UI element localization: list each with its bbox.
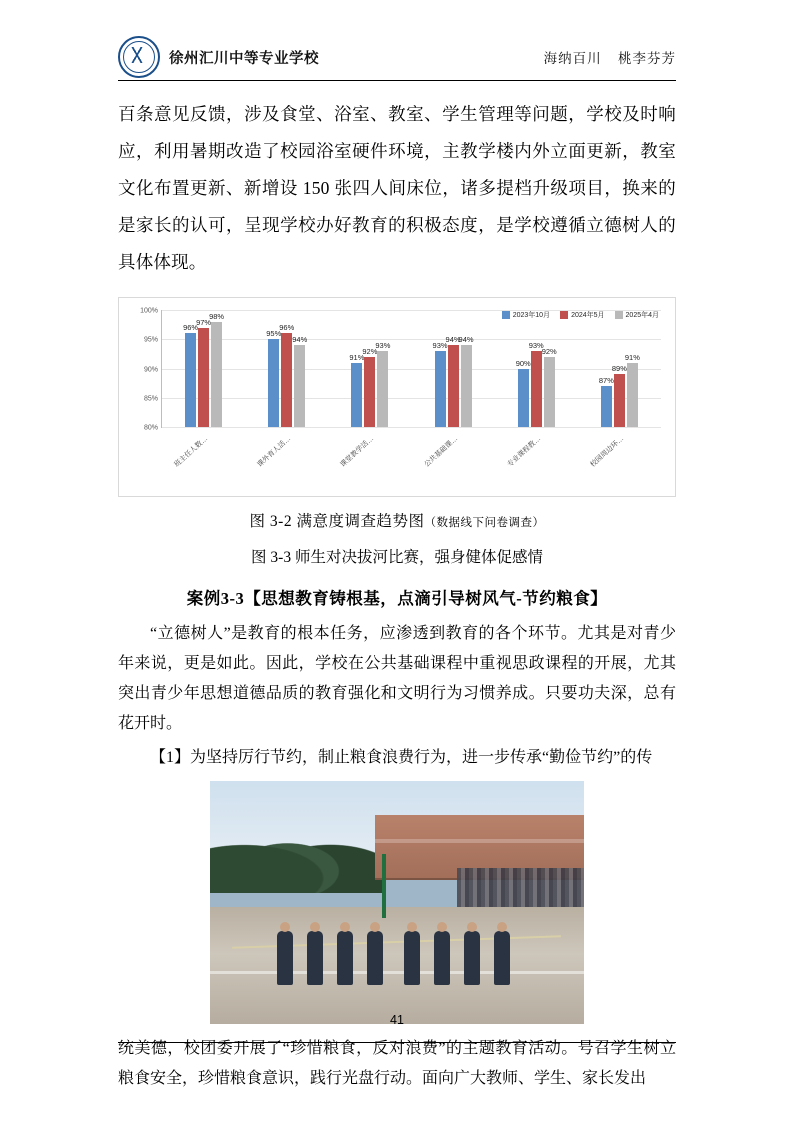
header-brand bbox=[118, 36, 319, 78]
footer-divider bbox=[118, 1042, 676, 1043]
bar-label-5-0: 87% bbox=[598, 376, 614, 386]
bar-label-3-0: 93% bbox=[432, 340, 448, 350]
motto-right: 桃李芬芳 bbox=[618, 51, 676, 66]
photo-flagpole bbox=[382, 854, 386, 918]
figure-3-2-caption bbox=[118, 509, 676, 531]
bar-label-0-0: 96% bbox=[183, 323, 199, 333]
bar-label-5-1: 89% bbox=[611, 364, 627, 374]
header-motto bbox=[532, 47, 676, 67]
figure-3-3-caption: 图 3-3 师生对决拔河比赛，强身健体促感情 bbox=[251, 549, 543, 566]
x-label-4: 专业课程教… bbox=[506, 435, 543, 469]
x-label-5: 校园周边环… bbox=[589, 435, 626, 469]
school-emblem-icon bbox=[118, 36, 160, 78]
bar-group-3 bbox=[416, 310, 491, 427]
bar-label-4-1: 93% bbox=[528, 340, 544, 350]
legend-label-1: 2024年5月 bbox=[571, 312, 605, 319]
bar-label-4-0: 90% bbox=[515, 358, 531, 368]
case-title: 案例3-3【思想教育铸根基，点滴引导树风气-节约粮食】 bbox=[186, 589, 608, 608]
page-number: 41 bbox=[390, 1013, 404, 1027]
bar-label-0-1: 97% bbox=[196, 317, 212, 327]
bar-label-4-2: 92% bbox=[541, 346, 557, 356]
bar-4-0 bbox=[515, 358, 531, 428]
bar-label-3-1: 94% bbox=[445, 335, 461, 345]
bar-group-1 bbox=[249, 310, 324, 427]
figure-3-2-caption-note: （数据线下问卷调查） bbox=[424, 517, 545, 529]
bar-label-2-2: 93% bbox=[375, 340, 391, 350]
bar-0-2 bbox=[209, 311, 225, 427]
bar-2-2 bbox=[375, 340, 391, 427]
header-divider bbox=[118, 80, 676, 81]
y-tick-80: 80% bbox=[143, 424, 158, 432]
chart-x-axis-labels bbox=[161, 430, 661, 488]
tug-of-war-photo bbox=[210, 781, 584, 1024]
photo-ground bbox=[210, 907, 584, 1024]
bar-4-2 bbox=[541, 346, 557, 427]
bar-group-4 bbox=[499, 310, 574, 427]
photo-person bbox=[434, 931, 450, 985]
y-tick-90: 90% bbox=[143, 366, 158, 373]
x-label-0: 班主任人数… bbox=[172, 435, 209, 469]
legend-label-2: 2025年4月 bbox=[625, 312, 659, 319]
bar-5-1 bbox=[611, 364, 627, 427]
bar-label-5-2: 91% bbox=[624, 352, 640, 362]
legend-label-0: 2023年10月 bbox=[512, 312, 551, 319]
bar-label-1-0: 95% bbox=[266, 329, 282, 339]
x-label-2: 课堂教学活… bbox=[339, 435, 376, 469]
satisfaction-bar-chart bbox=[118, 297, 676, 497]
photo-person bbox=[404, 931, 420, 985]
bar-label-1-1: 96% bbox=[279, 323, 295, 333]
bar-0-1 bbox=[196, 317, 212, 427]
bar-2-0 bbox=[349, 352, 365, 427]
bar-5-2 bbox=[624, 352, 640, 427]
bar-group-2 bbox=[332, 310, 407, 427]
bar-label-2-1: 92% bbox=[362, 346, 378, 356]
photo-trees bbox=[210, 820, 382, 893]
photo-person bbox=[367, 931, 383, 985]
y-tick-100: 100% bbox=[140, 307, 158, 315]
motto-left: 海纳百川 bbox=[543, 51, 602, 66]
bar-1-1 bbox=[279, 323, 295, 427]
case-paragraph-2: 【1】为坚持厉行节约，制止粮食浪费行为，进一步传承“勤俭节约”的传 bbox=[150, 749, 653, 766]
page-header bbox=[118, 36, 676, 78]
page-content bbox=[118, 96, 676, 1110]
figure-3-2-caption-main: 图 3-2 满意度调查趋势图 bbox=[249, 513, 425, 530]
school-name: 徐州汇川中等专业学校 bbox=[169, 50, 319, 67]
bar-5-0 bbox=[598, 376, 614, 427]
bar-label-1-2: 94% bbox=[292, 335, 308, 345]
bar-group-5 bbox=[582, 310, 657, 427]
chart-plot-area bbox=[140, 307, 661, 432]
x-label-3: 公共基础课… bbox=[422, 435, 459, 469]
bar-label-3-2: 94% bbox=[458, 335, 474, 345]
bar-label-2-0: 91% bbox=[349, 352, 365, 362]
bar-1-2 bbox=[292, 335, 308, 427]
bar-2-1 bbox=[362, 346, 378, 427]
y-tick-85: 85% bbox=[143, 395, 158, 403]
case-paragraph-3: 统美德，校团委开展了“珍惜粮食，反对浪费”的主题教育活动。号召学生树立粮食安全，珍惜粮食意识，践行光盘行动。面向广大教师、学生、家长发出 bbox=[118, 1040, 676, 1087]
case-paragraph-1: “立德树人”是教育的根本任务，应渗透到教育的各个环节。尤其是对青少年来说，更是如此。因此，学校在公共基础课程中重视思政课程的开展，尤其突出青少年思想道德品质的教育强化和文明行为习惯养成。只要功夫深，总有花开时。 bbox=[118, 625, 676, 732]
bar-0-0 bbox=[183, 323, 199, 427]
photo-person bbox=[307, 931, 323, 985]
bar-label-0-2: 98% bbox=[209, 311, 225, 321]
photo-person bbox=[494, 931, 510, 985]
bar-4-1 bbox=[528, 340, 544, 427]
bar-3-1 bbox=[445, 335, 461, 427]
y-tick-95: 95% bbox=[143, 336, 158, 344]
x-label-1: 课外育人活… bbox=[256, 435, 293, 469]
bar-3-2 bbox=[458, 335, 474, 427]
photo-field-line bbox=[210, 971, 584, 974]
bar-group-0 bbox=[166, 310, 241, 427]
bar-1-0 bbox=[266, 329, 282, 427]
chart-bar-groups bbox=[162, 310, 661, 427]
photo-person bbox=[277, 931, 293, 985]
photo-person bbox=[337, 931, 353, 985]
paragraph-intro: 百条意见反馈，涉及食堂、浴室、教室、学生管理等问题，学校及时响应，利用暑期改造了校园浴室硬件环境，主教学楼内外立面更新，教室文化布置更新、新增设 150 张四人间床位，诸多提档升级项目，换来的是家长的认可，呈现学校办好教育的积极态度，是学校遵循立德树人的具体体现。 bbox=[118, 104, 676, 272]
photo-person bbox=[464, 931, 480, 985]
bar-3-0 bbox=[432, 340, 448, 427]
